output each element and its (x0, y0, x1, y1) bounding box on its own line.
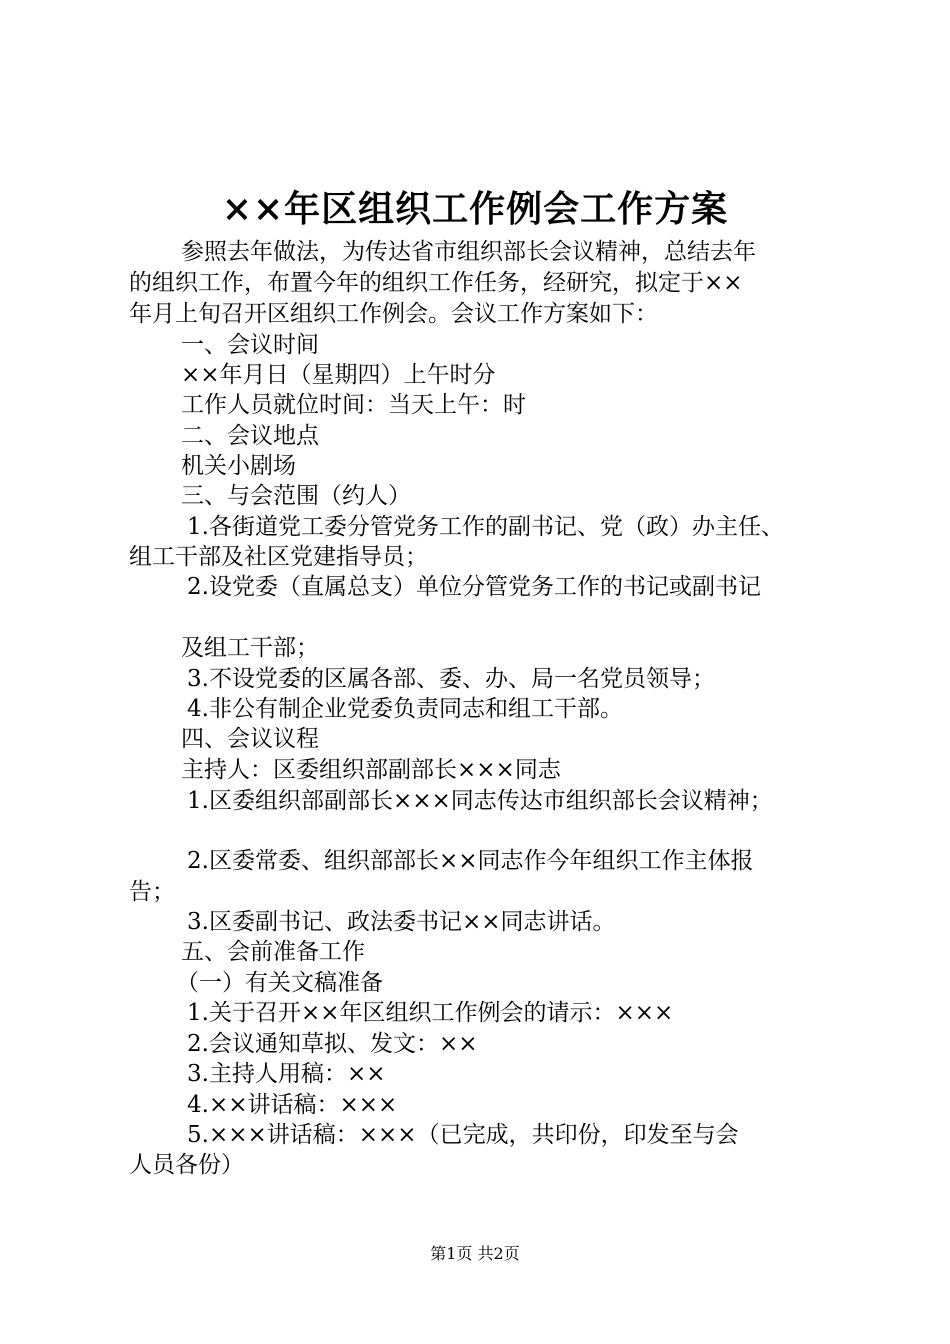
prep-item-1: 1.关于召开××年区组织工作例会的请示：××× (187, 1000, 674, 1026)
section-2-heading: 二、会议地点 (181, 423, 319, 449)
agenda-item-2-line-1: 2.区委常委、组织部部长××同志作今年组织工作主体报 (187, 848, 754, 874)
agenda-item-3: 3.区委副书记、政法委书记××同志讲话。 (187, 909, 616, 935)
attendee-item-1-line-2: 组工干部及社区党建指导员； (129, 544, 428, 570)
attendee-item-3: 3.不设党委的区属各部、委、办、局一名党员领导； (187, 666, 715, 692)
prep-item-4: 4.××讲话稿：××× (187, 1092, 398, 1118)
prep-item-5-line-2: 人员各份） (129, 1152, 244, 1178)
attendee-item-2-line-1: 2.设党委（直属总支）单位分管党务工作的书记或副书记 (187, 574, 761, 600)
section-5-heading: 五、会前准备工作 (181, 939, 365, 965)
section-3-heading: 三、与会范围（约人） (181, 483, 411, 509)
staff-arrival-time: 工作人员就位时间：当天上午：时 (181, 392, 526, 418)
intro-line-2: 的组织工作，布置今年的组织工作任务，经研究，拟定于×× (129, 270, 743, 296)
intro-line-1: 参照去年做法，为传达省市组织部长会议精神，总结去年 (181, 239, 756, 265)
document-title: ××年区组织工作例会工作方案 (221, 188, 729, 230)
agenda-item-2-line-2: 告； (129, 879, 175, 905)
section-4-heading: 四、会议议程 (181, 726, 319, 752)
section-1-heading: 一、会议时间 (181, 332, 319, 358)
prep-subheading-1: （一）有关文稿准备 (176, 970, 383, 996)
meeting-venue: 机关小剧场 (181, 453, 296, 479)
agenda-host: 主持人：区委组织部副部长×××同志 (181, 757, 561, 783)
meeting-time: ××年月日（星期四）上午时分 (181, 362, 496, 388)
prep-item-3: 3.主持人用稿：×× (187, 1061, 386, 1087)
intro-line-3: 年月上旬召开区组织工作例会。会议工作方案如下： (129, 301, 658, 327)
attendee-item-1-line-1: 1.各街道党工委分管党务工作的副书记、党（政）办主任、 (187, 514, 784, 540)
attendee-item-2-line-2: 及组工干部； (181, 635, 319, 661)
page-footer: 第1页 共2页 (430, 1244, 520, 1263)
attendee-item-4: 4.非公有制企业党委负责同志和组工干部。 (187, 696, 623, 722)
prep-item-2: 2.会议通知草拟、发文：×× (187, 1031, 478, 1057)
agenda-item-1: 1.区委组织部副部长×××同志传达市组织部长会议精神； (187, 788, 773, 814)
prep-item-5-line-1: 5.×××讲话稿：×××（已完成，共印份，印发至与会 (187, 1122, 739, 1148)
